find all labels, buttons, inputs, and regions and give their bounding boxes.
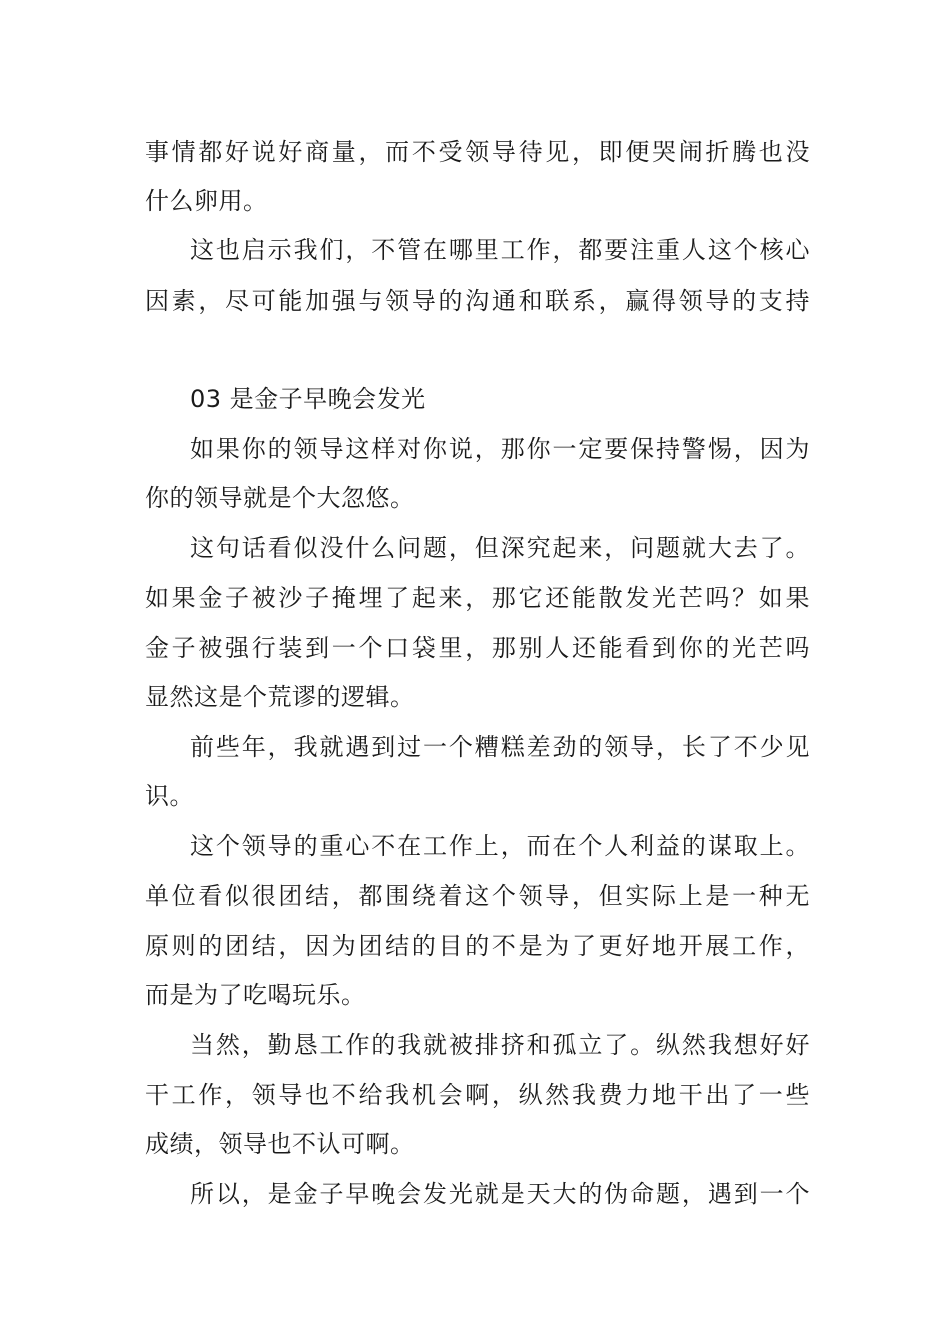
text-line: 你的领导就是个大忽悠。 <box>145 484 415 512</box>
text-line: 如果你的领导这样对你说，那你一定要保持警惕，因为 <box>190 435 810 463</box>
text-line: 如果金子被沙子掩埋了起来，那它还能散发光芒吗？如果 <box>145 584 810 612</box>
text-line: 原则的团结，因为团结的目的不是为了更好地开展工作， <box>145 932 810 960</box>
text-line: 金子被强行装到一个口袋里，那别人还能看到你的光芒吗 <box>145 634 810 662</box>
text-line: 识。 <box>145 782 194 810</box>
text-line: 什么卵用。 <box>145 187 268 215</box>
text-line: 成绩，领导也不认可啊。 <box>145 1130 415 1158</box>
text-line: 因素，尽可能加强与领导的沟通和联系，赢得领导的支持 <box>145 287 810 315</box>
text-line: 干工作，领导也不给我机会啊，纵然我费力地干出了一些 <box>145 1081 810 1109</box>
text-line: 当然，勤恳工作的我就被排挤和孤立了。纵然我想好好 <box>190 1031 810 1059</box>
text-line: 事情都好说好商量，而不受领导待见，即便哭闹折腾也没 <box>145 138 810 166</box>
text-line: 前些年，我就遇到过一个糟糕差劲的领导，长了不少见 <box>190 733 810 761</box>
text-line: 这也启示我们，不管在哪里工作，都要注重人这个核心 <box>190 236 810 264</box>
text-line: 所以，是金子早晚会发光就是天大的伪命题，遇到一个 <box>190 1180 810 1208</box>
section-heading: 03 是金子早晚会发光 <box>190 385 426 413</box>
text-line: 单位看似很团结，都围绕着这个领导，但实际上是一种无 <box>145 882 810 910</box>
text-line: 显然这是个荒谬的逻辑。 <box>145 683 415 711</box>
text-line: 这句话看似没什么问题，但深究起来，问题就大去了。 <box>190 534 810 562</box>
text-line: 而是为了吃喝玩乐。 <box>145 981 366 1009</box>
text-line: 这个领导的重心不在工作上，而在个人利益的谋取上。 <box>190 832 810 860</box>
